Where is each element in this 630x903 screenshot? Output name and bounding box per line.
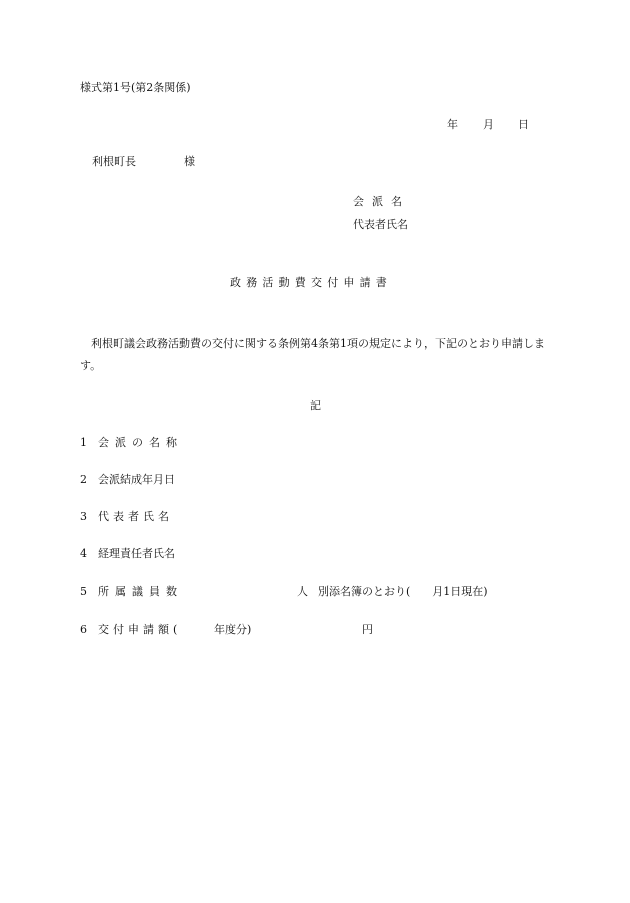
- item-label: 所属議員数: [98, 585, 183, 598]
- addressee-name: 利根町長: [92, 155, 136, 168]
- item-label: 経理責任者氏名: [98, 547, 175, 560]
- item-label: 会派の名称: [98, 436, 183, 449]
- member-count-unit: 人: [297, 585, 308, 598]
- item-label: 会派結成年月日: [98, 473, 175, 486]
- item-member-count: [80, 585, 183, 599]
- item-label: 交付申請額(: [98, 623, 182, 636]
- fiscal-year-suffix: 年度分): [214, 623, 252, 636]
- addressee-honorific: 様: [184, 155, 195, 168]
- item-application-amount: [80, 623, 181, 637]
- ki-heading: 記: [310, 399, 321, 412]
- item-label: 代表者氏名: [98, 510, 173, 523]
- body-paragraph: 利根町議会政務活動費の交付に関する条例第4条第1項の規定により，下記のとおり申請します。: [80, 337, 545, 372]
- item-number: 5: [80, 585, 87, 598]
- member-roster-note: 別添名簿のとおり( 月1日現在): [318, 585, 488, 598]
- date-year-label: 年: [447, 118, 458, 131]
- item-number: 6: [80, 623, 87, 636]
- date-month-label: 月: [483, 118, 494, 131]
- amount-yen-unit: 円: [362, 623, 373, 636]
- faction-name-label: 会派名: [353, 195, 410, 208]
- representative-name-label: 代表者氏名: [353, 218, 408, 231]
- item-number: 4: [80, 547, 87, 560]
- date-day-label: 日: [518, 118, 529, 131]
- item-representative-name: [80, 510, 173, 524]
- item-number: 1: [80, 436, 87, 449]
- item-number: 2: [80, 473, 87, 486]
- document-title: 政務活動費交付申請書: [230, 276, 392, 289]
- item-faction-name: [80, 436, 183, 450]
- form-number: 様式第1号(第2条関係): [80, 81, 191, 94]
- item-number: 3: [80, 510, 87, 523]
- item-formation-date: [80, 473, 175, 487]
- item-accounting-officer: [80, 547, 175, 561]
